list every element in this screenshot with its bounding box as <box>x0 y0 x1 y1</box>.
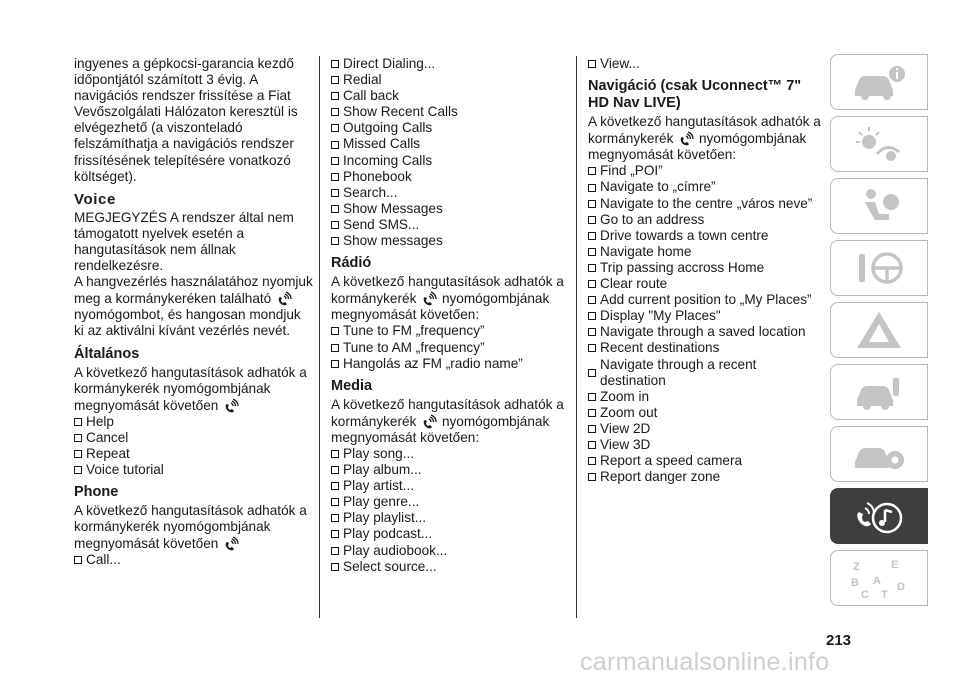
alphabet-index-icon <box>847 556 911 600</box>
voice-command-icon <box>223 535 239 552</box>
list-item <box>331 446 571 462</box>
svg-text:T: T <box>881 589 888 600</box>
list-item-label: Drive towards a town centre <box>600 227 769 243</box>
list-item <box>588 469 824 485</box>
checkbox-icon <box>74 434 82 442</box>
list-item-label: Add current position to „My Places” <box>600 292 812 308</box>
list-item <box>331 88 571 104</box>
checkbox-icon <box>588 232 596 240</box>
checkbox-icon <box>588 200 596 208</box>
list-item <box>331 233 571 249</box>
intro-paragraph: ingyenes a gépkocsi-garancia kezdő időpontjától számított 3 évig. A navigációs rendszer frissítése a Fiat Vevőszolgálati Hálózaton keresztül is elvégezhető (a viszonteladó felszámíthatja a navigációs rendszer frissítésének telepítésére vonatkozó költséget). <box>74 56 298 184</box>
checkbox-icon <box>331 157 339 165</box>
list-item-label: Phonebook <box>343 168 412 184</box>
checkbox-icon <box>588 457 596 465</box>
column-divider <box>576 56 577 618</box>
list-item-label: Play genre... <box>343 494 420 510</box>
voice-instructions <box>74 274 314 339</box>
list-item-label: Play album... <box>343 462 422 478</box>
checkbox-icon <box>588 264 596 272</box>
car-service-icon <box>847 370 911 414</box>
general-command-list <box>74 414 314 478</box>
car-info-icon <box>847 60 911 104</box>
list-item <box>588 196 824 212</box>
list-item-label: Search... <box>343 184 398 200</box>
list-item <box>588 340 824 356</box>
list-item-label: Report danger zone <box>600 469 721 485</box>
list-item <box>588 324 824 340</box>
list-item-label: View 2D <box>600 420 651 436</box>
checkbox-icon <box>588 280 596 288</box>
checkbox-icon <box>74 556 82 564</box>
list-item-label: Tune to AM „frequency” <box>343 339 485 355</box>
list-item <box>588 437 824 453</box>
list-item <box>588 163 824 179</box>
checkbox-icon <box>331 327 339 335</box>
list-item <box>331 56 571 72</box>
list-item-label: Voice tutorial <box>86 462 164 478</box>
tab-car-info[interactable] <box>830 54 928 110</box>
checkbox-icon <box>588 441 596 449</box>
voice-text-1: A hangvezérlés használatához nyomjuk meg a kormánykeréken található <box>74 274 313 307</box>
list-item-label: Call... <box>86 552 121 568</box>
list-item <box>331 478 571 494</box>
checkbox-icon <box>74 450 82 458</box>
gear-car-icon <box>847 432 911 476</box>
voice-note: MEGJEGYZÉS A rendszer által nem támogatott nyelvek esetén a hangutasítások nem állnak rendelkezésre. <box>74 209 294 274</box>
list-item-label: Play podcast... <box>343 526 433 542</box>
list-item <box>588 228 824 244</box>
list-item <box>331 543 571 559</box>
list-item <box>588 357 824 389</box>
checkbox-icon <box>588 344 596 352</box>
checkbox-icon <box>331 360 339 368</box>
checkbox-icon <box>588 425 596 433</box>
voice-heading: Voice <box>74 190 116 208</box>
voice-text-2: nyomógombot, és hangosan mondjuk ki az aktiválni kívánt vezérlés nevét. <box>74 307 301 339</box>
list-item <box>331 185 571 201</box>
svg-text:A: A <box>873 575 881 587</box>
list-item-label: Find „POI” <box>600 163 663 179</box>
list-item <box>331 526 571 542</box>
list-item-label: Send SMS... <box>343 216 420 232</box>
media-text-2: nyomógombjának megnyomását követően: <box>331 413 550 445</box>
list-item-label: Play song... <box>343 445 415 461</box>
checkbox-icon <box>331 108 339 116</box>
checkbox-icon <box>331 189 339 197</box>
tab-safety[interactable] <box>830 178 928 234</box>
checkbox-icon <box>588 248 596 256</box>
tab-technical-data[interactable] <box>830 426 928 482</box>
list-item-label: Select source... <box>343 558 437 574</box>
list-item <box>588 389 824 405</box>
checkbox-icon <box>331 237 339 245</box>
list-item-label: Recent destinations <box>600 340 720 356</box>
multimedia-icon <box>847 494 911 538</box>
list-item <box>74 462 314 478</box>
list-item-label: View... <box>600 56 640 71</box>
column-3 <box>588 56 824 485</box>
list-item <box>331 559 571 575</box>
list-item <box>331 494 571 510</box>
navigation-command-list <box>588 163 824 485</box>
checkbox-icon <box>331 482 339 490</box>
list-item-label: Call back <box>343 88 399 104</box>
svg-text:C: C <box>861 589 869 600</box>
list-item-label: Outgoing Calls <box>343 120 433 136</box>
checkbox-icon <box>74 418 82 426</box>
page-number: 213 <box>826 632 852 649</box>
list-item <box>74 430 314 446</box>
list-item-label: Navigate through a recent destination <box>600 356 757 388</box>
list-item <box>331 169 571 185</box>
checkbox-icon <box>588 60 596 68</box>
checkbox-icon <box>588 369 596 377</box>
list-item <box>74 552 314 568</box>
key-steering-wheel-icon <box>847 246 911 290</box>
list-item <box>588 260 824 276</box>
list-item <box>74 414 314 430</box>
checkbox-icon <box>588 393 596 401</box>
list-item-label: Missed Calls <box>343 136 421 152</box>
list-item <box>331 340 571 356</box>
column-1 <box>74 56 314 569</box>
tab-emergency[interactable] <box>830 302 928 358</box>
list-item-label: Zoom in <box>600 388 650 404</box>
checkbox-icon <box>331 563 339 571</box>
navigation-text-1: A következő hangutasítások adhatók a kormánykerék <box>588 114 821 147</box>
voice-command-icon <box>223 397 239 414</box>
voice-command-icon <box>678 130 694 147</box>
list-item <box>331 72 571 88</box>
tab-dashboard-lights[interactable] <box>830 116 928 172</box>
list-item-label: Cancel <box>86 429 129 445</box>
svg-text:D: D <box>897 581 905 593</box>
list-item-label: Show Recent Calls <box>343 104 458 120</box>
checkbox-icon <box>331 141 339 149</box>
list-item-label: Play artist... <box>343 478 415 494</box>
list-item-label: Navigate through a saved location <box>600 324 806 340</box>
media-text-1: A következő hangutasítások adhatók a kormánykerék <box>331 396 564 429</box>
chapter-tabs <box>830 54 930 612</box>
list-item-label: Help <box>86 413 114 429</box>
list-item-label: Redial <box>343 72 382 88</box>
list-item-label: Navigate home <box>600 243 692 259</box>
list-item-label: Go to an address <box>600 211 705 227</box>
checkbox-icon <box>588 296 596 304</box>
warning-triangle-icon <box>847 308 911 352</box>
list-item-label: Hangolás az FM „radio name” <box>343 355 523 371</box>
list-item-label: Report a speed camera <box>600 453 743 469</box>
general-text <box>74 365 314 414</box>
column-divider <box>319 56 320 618</box>
list-item <box>331 510 571 526</box>
list-item-label: Clear route <box>600 276 668 292</box>
media-command-list <box>331 446 571 575</box>
radio-text-1: A következő hangutasítások adhatók a kormánykerék <box>331 274 564 307</box>
navigation-text <box>588 114 824 163</box>
tab-index[interactable] <box>830 550 928 606</box>
radio-heading: Rádió <box>331 255 372 272</box>
general-text-content: A következő hangutasítások adhatók a kormánykerék nyomógombjának megnyomását követően <box>74 364 307 413</box>
list-item <box>588 276 824 292</box>
list-item-label: Display "My Places" <box>600 308 721 324</box>
list-item <box>331 136 571 152</box>
tab-multimedia[interactable] <box>830 488 928 544</box>
list-item <box>588 453 824 469</box>
checkbox-icon <box>331 173 339 181</box>
checkbox-icon <box>588 184 596 192</box>
checkbox-icon <box>331 60 339 68</box>
list-item <box>588 56 824 72</box>
checkbox-icon <box>331 547 339 555</box>
tab-maintenance[interactable] <box>830 364 928 420</box>
list-item-label: Play playlist... <box>343 510 427 526</box>
list-item-label: Navigate to „címre” <box>600 179 716 195</box>
list-item-label: Incoming Calls <box>343 152 433 168</box>
phone-command-list <box>74 552 314 568</box>
dashboard-lights-icon <box>847 122 911 166</box>
phone-text <box>74 503 314 552</box>
checkbox-icon <box>331 514 339 522</box>
checkbox-icon <box>331 344 339 352</box>
checkbox-icon <box>588 312 596 320</box>
list-item-label: Direct Dialing... <box>343 56 436 71</box>
checkbox-icon <box>588 328 596 336</box>
list-item <box>588 308 824 324</box>
checkbox-icon <box>331 530 339 538</box>
media-heading: Media <box>331 377 373 394</box>
svg-text:Z: Z <box>853 561 860 573</box>
list-item <box>331 201 571 217</box>
list-item <box>588 212 824 228</box>
list-item <box>331 356 571 372</box>
navigation-text-2: nyomógombjának megnyomását követően: <box>588 131 807 163</box>
voice-command-icon <box>421 290 437 307</box>
general-heading: Általános <box>74 345 140 362</box>
checkbox-icon <box>331 124 339 132</box>
svg-text:B: B <box>851 577 859 589</box>
list-item-label: Show Messages <box>343 200 443 216</box>
list-item-label: View 3D <box>600 436 651 452</box>
voice-command-icon <box>421 413 437 430</box>
phone-text-content: A következő hangutasítások adhatók a kormánykerék nyomógombjának megnyomását követően <box>74 503 307 552</box>
svg-text:E: E <box>891 559 899 571</box>
checkbox-icon <box>331 450 339 458</box>
radio-text-2: nyomógombjának megnyomását követően: <box>331 291 550 323</box>
voice-command-icon <box>276 290 292 307</box>
list-item <box>331 323 571 339</box>
phone-heading: Phone <box>74 484 119 501</box>
checkbox-icon <box>331 466 339 474</box>
list-item <box>331 120 571 136</box>
list-item <box>74 446 314 462</box>
checkbox-icon <box>331 498 339 506</box>
list-item <box>331 153 571 169</box>
column-2 <box>331 56 571 575</box>
media-command-list-continued <box>588 56 824 72</box>
list-item-label: Show messages <box>343 233 443 249</box>
list-item-label: Zoom out <box>600 404 658 420</box>
radio-text <box>331 274 571 323</box>
checkbox-icon <box>331 92 339 100</box>
checkbox-icon <box>588 473 596 481</box>
list-item <box>588 405 824 421</box>
list-item <box>588 292 824 308</box>
airbag-seat-icon <box>847 184 911 228</box>
checkbox-icon <box>331 221 339 229</box>
checkbox-icon <box>74 466 82 474</box>
navigation-heading: Navigáció (csak Uconnect™ 7" HD Nav LIVE) <box>588 78 802 112</box>
checkbox-icon <box>588 216 596 224</box>
phone-command-list-continued <box>331 56 571 249</box>
list-item <box>588 421 824 437</box>
list-item <box>331 217 571 233</box>
list-item-label: Navigate to the centre „város neve” <box>600 195 813 211</box>
list-item <box>588 244 824 260</box>
checkbox-icon <box>331 76 339 84</box>
checkbox-icon <box>588 167 596 175</box>
checkbox-icon <box>331 205 339 213</box>
checkbox-icon <box>588 409 596 417</box>
list-item <box>588 179 824 195</box>
radio-command-list <box>331 323 571 371</box>
list-item-label: Tune to FM „frequency” <box>343 323 485 339</box>
list-item-label: Trip passing accross Home <box>600 259 765 275</box>
tab-starting-driving[interactable] <box>830 240 928 296</box>
list-item-label: Play audiobook... <box>343 542 448 558</box>
list-item-label: Repeat <box>86 445 130 461</box>
list-item <box>331 462 571 478</box>
list-item <box>331 104 571 120</box>
watermark: carmanualsonline.info <box>580 648 830 676</box>
media-text <box>331 397 571 446</box>
